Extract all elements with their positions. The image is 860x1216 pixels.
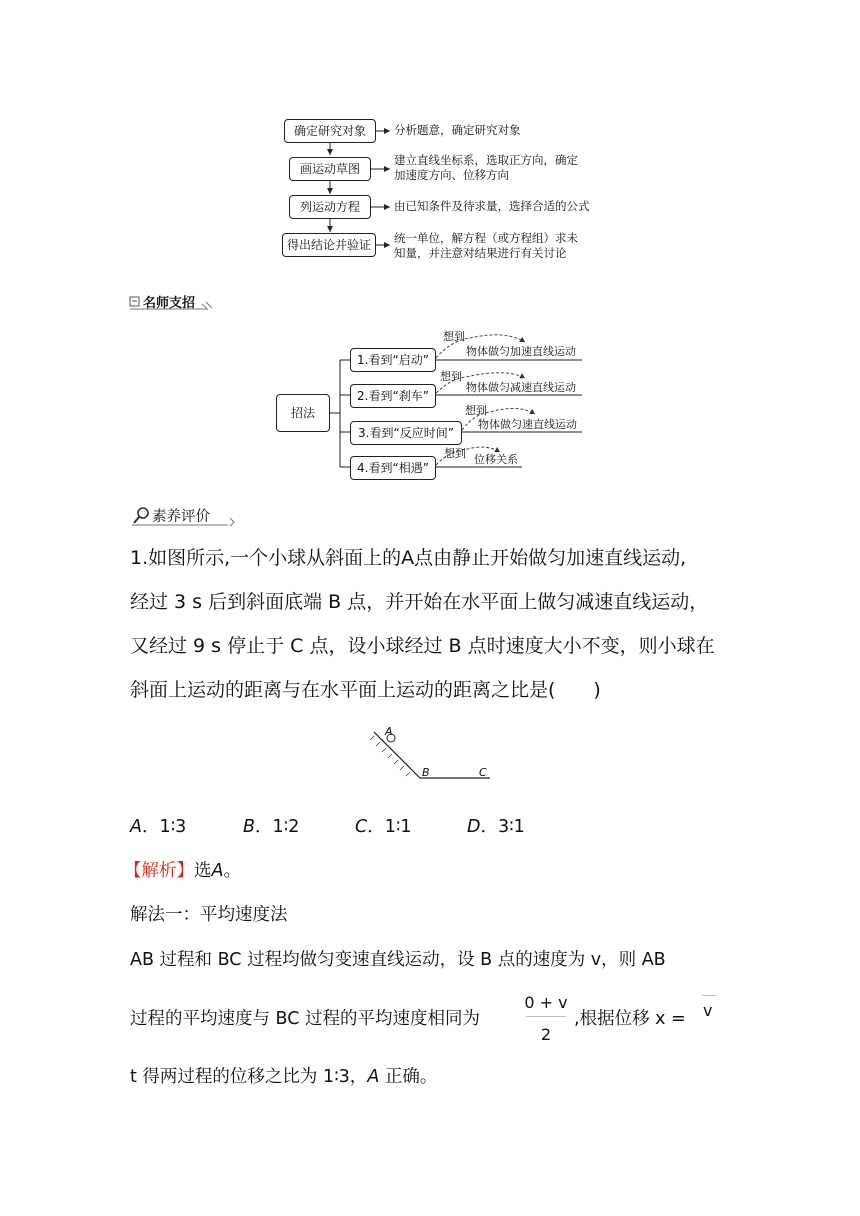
answer-choice-line: 【解析】选A。 [124,861,241,881]
evaluation-title: 素养评价 [152,509,210,525]
analysis-line-3: t 得两过程的位移之比为 1∶3，A 正确。 [130,1067,438,1087]
figure-label-a: A [385,725,393,738]
question-line-4: 斜面上运动的距离与在水平面上运动的距离之比是( ) [130,679,601,701]
tip-think-1: 想到 [443,330,465,343]
fraction-bar [526,1016,566,1017]
flow-note-4a: 统一单位，解方程（或方程组）求未 [394,231,578,245]
analysis-line-2-post: ,根据位移 x = [574,1009,686,1029]
question-line-3: 又经过 9 s 停止于 C 点，设小球经过 B 点时速度大小不变，则小球在 [130,635,715,657]
option-c: C．1∶1 [355,817,412,837]
flow-step-3: 列运动方程 [289,195,371,219]
tip-branch-1: 1.看到“启动” [350,348,436,372]
analysis-tag: 【解析】 [124,861,194,881]
tip-think-2: 想到 [440,370,462,383]
fraction-numerator: 0 + v [524,993,568,1012]
tip-branch-4: 4.看到“相遇” [350,456,436,480]
tip-result-4: 位移关系 [474,453,518,466]
flow-note-4b: 知量，并注意对结果进行有关讨论 [394,246,567,260]
method-title: 解法一：平均速度法 [130,905,288,925]
analysis-line-2-pre: 过程的平均速度与 BC 过程的平均速度相同为 [130,1009,481,1029]
tip-think-3: 想到 [465,404,487,417]
fraction-denominator: 2 [540,1025,552,1044]
analysis-line-1: AB 过程和 BC 过程均做匀变速直线运动，设 B 点的速度为 v，则 AB [130,950,666,970]
tips-title: 名师支招 [143,296,196,311]
question-line-2: 经过 3 s 后到斜面底端 B 点，并开始在水平面上做匀减速直线运动， [130,591,709,613]
option-a: A．1∶3 [130,817,187,837]
flow-step-2: 画运动草图 [289,157,371,181]
figure-label-b: B [422,766,430,779]
flow-note-2a: 建立直线坐标系，选取正方向，确定 [394,153,578,167]
tip-think-4: 想到 [444,447,466,460]
flow-note-2b: 加速度方向、位移方向 [394,168,509,182]
option-d: D．3∶1 [467,817,525,837]
flow-step-1: 确定研究对象 [284,119,376,143]
vbar-symbol: v [703,1001,713,1020]
figure-label-c: C [479,766,487,779]
vbar-overline [702,995,716,996]
flow-note-1: 分析题意，确定研究对象 [394,123,521,137]
tips-diagram-lines [0,0,860,490]
tips-root: 招法 [276,394,330,432]
tip-branch-3: 3.看到“反应时间” [350,421,462,445]
flow-note-3: 由已知条件及待求量，选择合适的公式 [394,199,590,213]
flow-step-4: 得出结论并验证 [282,233,376,257]
tip-result-3: 物体做匀速直线运动 [478,418,577,431]
tip-result-2: 物体做匀减速直线运动 [466,381,576,394]
tip-result-1: 物体做匀加速直线运动 [466,345,576,358]
option-b: B．1∶2 [243,817,300,837]
question-line-1: 1.如图所示,一个小球从斜面上的A点由静止开始做匀加速直线运动, [130,547,687,569]
tip-branch-2: 2.看到“刹车” [350,384,436,408]
